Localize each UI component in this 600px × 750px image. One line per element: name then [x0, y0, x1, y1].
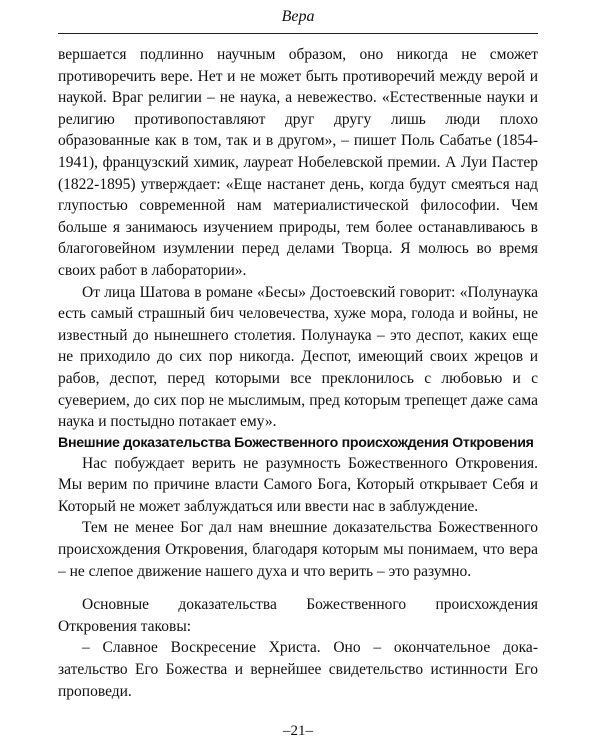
- header-rule: [58, 33, 538, 34]
- page-number: –21–: [283, 723, 313, 739]
- paragraph-gap: [58, 582, 538, 594]
- paragraph-main-proofs-intro: Основные доказательства Божественного происхождения Откровения таковы:: [58, 596, 538, 635]
- paragraph-external-proofs: Тем не менее Бог дал нам внешние доказательства Божественного происхождения Откровения, благодаря которым мы понимаем, что вера – не слепое движение нашего духа и что верить – это разумно.: [58, 519, 538, 580]
- list-item-resurrection: – Славное Воскресение Христа. Оно – окончательное доказательство Его Божества и вернейшее свидетельство истинности Его проповеди.: [58, 639, 538, 700]
- page-body: [58, 44, 538, 702]
- paragraph-authority-of-god: Нас побуждает верить не разумность Божественного Откровения. Мы верим по причине власти Самого Бога, Который открывает Себя и Который не может заблуждаться или ввести нас в заблуждение.: [58, 454, 538, 515]
- section-heading: Внешние доказательства Божественного происхождения Откровения: [58, 434, 534, 451]
- paragraph-science-and-faith: вершается подлинно научным образом, оно никогда не сможет противоречить вере. Нет и не может быть противоречий между верой и наукой. Враг религии – не наука, а невежество. «Естественные науки и религию противопоставляют друг другу лишь люди плохо образованные как в том, так и в другом», – пишет Поль Сабатье (1854-1941), французский химик, лауреат Нобелевской премии. А Луи Пастер (1822-1895) утверждает: «Еще настанет день, когда будут смеяться над глупостью современной нам материалистической философии. Чем больше я занимаюсь изучением природы, тем более останавливаюсь в благоговейном изумлении перед делами Творца. Я молюсь во время своих работ в лаборатории».: [58, 46, 538, 279]
- paragraph-dostoevsky-quote: От лица Шатова в романе «Бесы» Достоевский говорит: «Полунаука есть самый страшный бич человечества, хуже мора, голода и войны, не известный до нынешнего столетия. Полунаука – это деспот, каких еще не приходило до сих пор никогда. Деспот, имеющий своих жрецов и рабов, деспот, перед которыми все преклонилось с любовью и с суеверием, до сих пор не мыслимым, пред которым трепещет даже сама наука и постыдно потакает ему».: [58, 283, 538, 431]
- running-head-title: Вера: [281, 8, 315, 25]
